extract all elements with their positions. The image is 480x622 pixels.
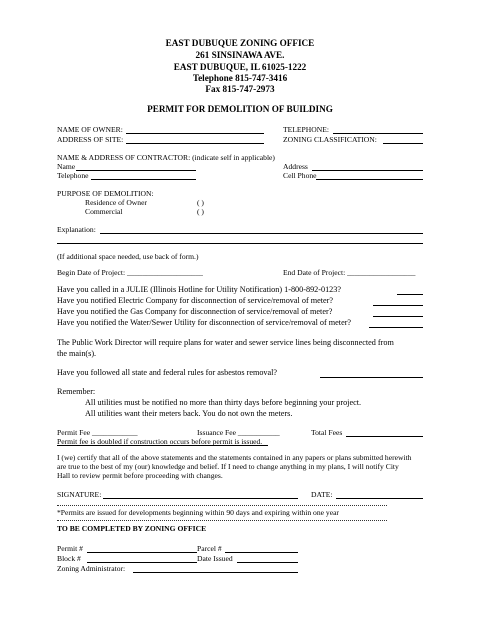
zoning-classification-label: ZONING CLASSIFICATION: — [283, 135, 377, 144]
owner-telephone-label: TELEPHONE: — [283, 125, 329, 134]
permit-fee-doubled-note: Permit fee is doubled if construction occurs before permit is issued. — [57, 437, 263, 446]
commercial-label: Commercial — [85, 207, 123, 216]
total-fees-field[interactable] — [346, 436, 423, 437]
contractor-name-field[interactable] — [76, 170, 196, 171]
julie-question: Have you called in a JULIE (Illinois Hotline for Utility Notification) 1-800-892-0123? — [57, 285, 341, 294]
public-works-line-2: the main(s). — [57, 349, 97, 358]
certify-line-3: Hall to review permit before proceeding with changes. — [57, 471, 223, 480]
owner-telephone-field[interactable] — [333, 133, 423, 134]
contractor-telephone-field[interactable] — [91, 179, 196, 180]
electric-answer-field[interactable] — [373, 305, 423, 306]
date-field[interactable] — [336, 498, 423, 499]
date-issued-field[interactable] — [237, 562, 298, 563]
issuance-fee-field[interactable]: Issuance Fee ___________ — [197, 428, 280, 437]
permit-number-label: Permit # — [57, 544, 83, 553]
gas-question: Have you notified the Gas Company for disconnection of service/removal of meter? — [57, 307, 333, 316]
block-number-label: Block # — [57, 554, 81, 563]
total-fees-label: Total Fees — [311, 428, 343, 437]
page-title: PERMIT FOR DEMOLITION OF BUILDING — [147, 104, 333, 114]
office-use-heading: TO BE COMPLETED BY ZONING OFFICE — [57, 524, 207, 533]
doubled-note-underline — [57, 445, 268, 446]
contractor-address-field[interactable] — [312, 170, 423, 171]
parcel-number-field[interactable] — [225, 552, 298, 553]
public-works-line-1: The Public Work Director will require plans for water and sewer service lines being disconnected from — [57, 338, 394, 347]
office-name: EAST DUBUQUE ZONING OFFICE — [165, 38, 315, 48]
dotted-divider-top — [57, 505, 387, 506]
asbestos-question: Have you followed all state and federal rules for asbestos removal? — [57, 368, 278, 377]
begin-date-field[interactable]: Begin Date of Project: ____________________ — [57, 268, 203, 277]
permit-number-field[interactable] — [87, 552, 197, 553]
commercial-checkbox[interactable]: ( ) — [197, 207, 204, 216]
contractor-name-label: Name — [57, 162, 76, 171]
office-fax: Fax 815-747-2973 — [205, 84, 275, 94]
owner-name-field[interactable] — [126, 133, 264, 134]
remember-line-1: All utilities must be notified no more than thirty days before beginning your project. — [85, 398, 362, 407]
block-number-field[interactable] — [87, 562, 197, 563]
zoning-classification-field[interactable] — [383, 143, 423, 144]
zoning-administrator-field[interactable] — [133, 572, 298, 573]
site-address-label: ADDRESS OF SITE: — [57, 135, 124, 144]
certify-line-2: are true to the best of my (our) knowledge and belief. If I need to change anything in my plans, I will notify City — [57, 462, 399, 471]
explanation-line-1[interactable] — [100, 233, 423, 234]
permit-fee-field[interactable]: Permit Fee ____________ — [57, 428, 138, 437]
permits-note: *Permits are issued for developments beginning within 90 days and expiring within one year — [57, 508, 339, 517]
site-address-field[interactable] — [126, 143, 264, 144]
owner-name-label: NAME OF OWNER: — [57, 125, 123, 134]
water-answer-field[interactable] — [369, 327, 423, 328]
water-question: Have you notified the Water/Sewer Utility for disconnection of service/removal of meter? — [57, 318, 352, 327]
signature-label: SIGNATURE: — [57, 490, 102, 499]
end-date-field[interactable]: End Date of Project: __________________ — [283, 268, 416, 277]
explanation-note: (If additional space needed, use back of form.) — [57, 252, 199, 261]
remember-line-2: All utilities want their meters back. You do not own the meters. — [85, 409, 293, 418]
purpose-heading: PURPOSE OF DEMOLITION: — [57, 189, 154, 198]
julie-answer-field[interactable] — [397, 294, 423, 295]
office-city: EAST DUBUQUE, IL 61025-1222 — [173, 62, 307, 72]
office-street: 261 SINSINAWA AVE. — [195, 50, 285, 60]
parcel-number-label: Parcel # — [197, 544, 222, 553]
contractor-address-label: Address — [283, 162, 308, 171]
contractor-heading: NAME & ADDRESS OF CONTRACTOR: (indicate self in applicable) — [57, 153, 275, 162]
electric-question: Have you notified Electric Company for disconnection of service/removal of meter? — [57, 296, 334, 305]
residence-label: Residence of Owner — [85, 198, 147, 207]
dotted-divider-bottom — [57, 520, 387, 521]
explanation-line-2[interactable] — [57, 243, 423, 244]
contractor-cell-label: Cell Phone — [283, 171, 317, 180]
contractor-telephone-label: Telephone — [57, 171, 89, 180]
office-telephone: Telephone 815-747-3416 — [192, 73, 288, 83]
asbestos-answer-field[interactable] — [320, 377, 423, 378]
signature-field[interactable] — [103, 498, 298, 499]
date-issued-label: Date Issued — [197, 554, 233, 563]
date-label: DATE: — [311, 490, 333, 499]
gas-answer-field[interactable] — [373, 316, 423, 317]
contractor-cell-field[interactable] — [316, 179, 423, 180]
zoning-administrator-label: Zoning Administrator: — [57, 564, 126, 573]
remember-heading: Remember: — [57, 387, 96, 396]
explanation-label: Explanation: — [57, 225, 96, 234]
certify-line-1: I (we) certify that all of the above statements and the statements contained in any papers or plans submitted herewith — [57, 453, 412, 462]
residence-checkbox[interactable]: ( ) — [197, 198, 204, 207]
